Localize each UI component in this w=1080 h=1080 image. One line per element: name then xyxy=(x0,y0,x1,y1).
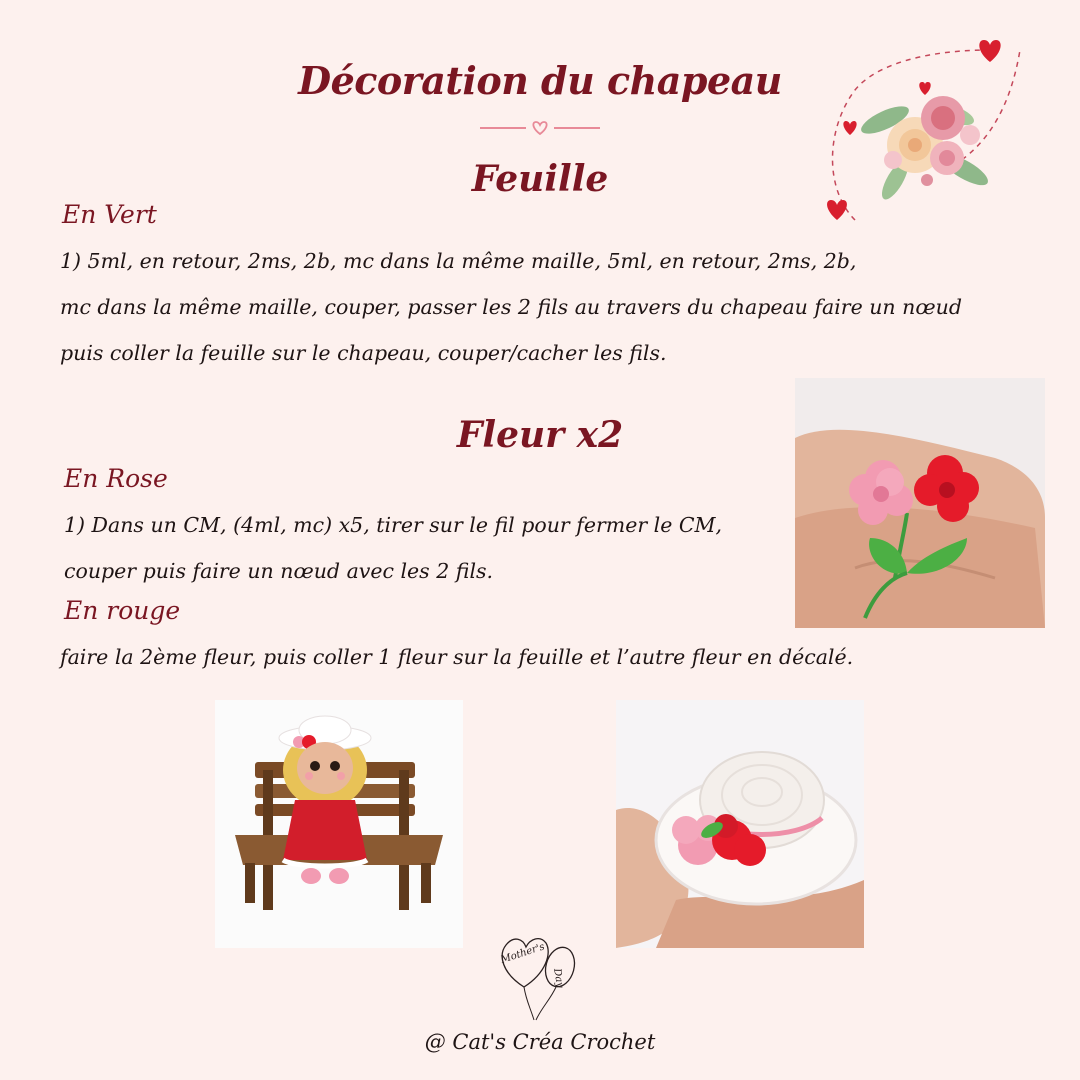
fleur-rose-line-2: couper puis faire un nœud avec les 2 fils. xyxy=(64,559,494,583)
feuille-instruction-line-2: mc dans la même maille, couper, passer les 2 fils au travers du chapeau faire un nœud xyxy=(60,295,962,319)
floral-decoration xyxy=(815,30,1045,230)
section-heading-fleur: Fleur x2 xyxy=(456,414,624,456)
photo-crochet-flowers-on-hand xyxy=(795,378,1045,628)
color-label-vert: En Vert xyxy=(62,200,157,229)
heart-divider xyxy=(478,118,602,138)
heart-icon xyxy=(979,40,1000,62)
section-heading-feuille: Feuille xyxy=(471,158,609,200)
heart-icon xyxy=(533,122,546,134)
balloon-word-2: Day xyxy=(551,967,566,989)
mothers-day-balloons xyxy=(490,925,590,1025)
page-title: Décoration du chapeau xyxy=(298,58,782,103)
fleur-rouge-line: faire la 2ème fleur, puis coller 1 fleur sur la feuille et l’autre fleur en décalé. xyxy=(60,645,854,669)
balloon-word-1: Mother's xyxy=(499,941,547,966)
credit-line: @ Cat's Créa Crochet xyxy=(424,1030,656,1054)
color-label-rose: En Rose xyxy=(64,464,168,493)
color-label-rouge: En rouge xyxy=(64,596,181,625)
feuille-instruction-line-1: 1) 5ml, en retour, 2ms, 2b, mc dans la même maille, 5ml, en retour, 2ms, 2b, xyxy=(60,249,857,273)
feuille-instruction-line-3: puis coller la feuille sur le chapeau, couper/cacher les fils. xyxy=(60,341,667,365)
photo-crochet-doll-on-bench xyxy=(215,700,463,948)
fleur-rose-line-1: 1) Dans un CM, (4ml, mc) x5, tirer sur le fil pour fermer le CM, xyxy=(64,513,723,537)
photo-crochet-hat-in-hand xyxy=(616,700,864,948)
